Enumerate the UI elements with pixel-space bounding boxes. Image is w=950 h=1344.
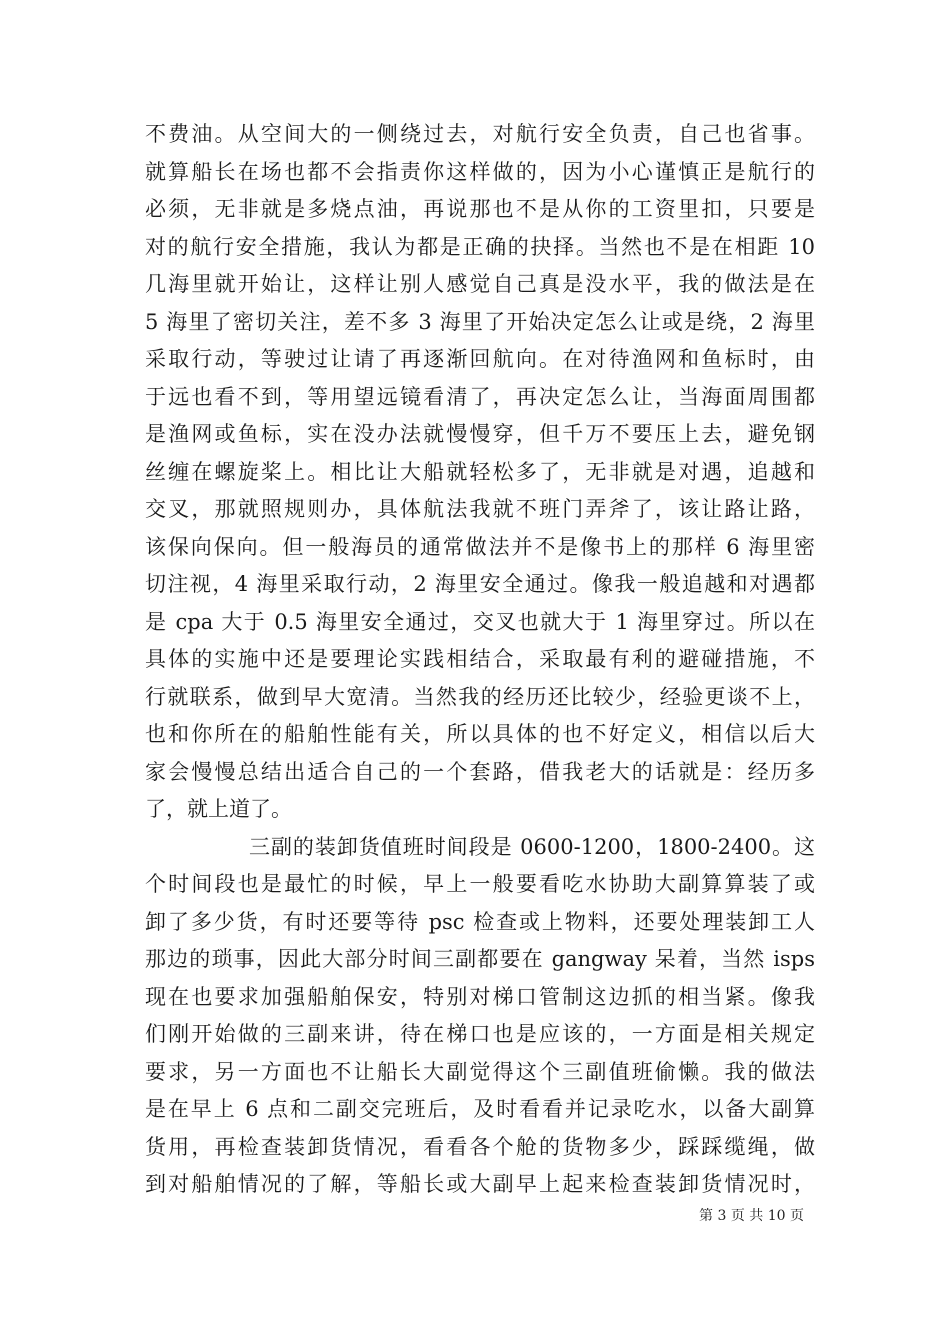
text-line: 必须，无非就是多烧点油，再说那也不是从你的工资里扣，只要是 <box>145 197 815 221</box>
text-line: 了，就上道了。 <box>145 797 292 821</box>
text-line: 具体的实施中还是要理论实践相结合，采取最有利的避碰措施，不 <box>145 647 815 671</box>
text-line: 那边的琐事，因此大部分时间三副都要在 gangway 呆着，当然 isps <box>145 947 815 971</box>
text-line: 也和你所在的船舶性能有关，所以具体的也不好定义，相信以后大 <box>145 722 815 746</box>
text-line: 5 海里了密切关注，差不多 3 海里了开始决定怎么让或是绕，2 海里 <box>145 309 815 334</box>
text-line: 们刚开始做的三副来讲，待在梯口也是应该的，一方面是相关规定 <box>145 1022 815 1046</box>
text-line: 采取行动，等驶过让请了再逐渐回航向。在对待渔网和鱼标时，由 <box>145 347 815 371</box>
text-line: 丝缠在螺旋桨上。相比让大船就轻松多了，无非就是对遇，追越和 <box>145 459 815 484</box>
text-line: 货用，再检查装卸货情况，看看各个舱的货物多少，踩踩缆绳，做 <box>145 1134 815 1159</box>
text-line: 是渔网或鱼标，实在没办法就慢慢穿，但千万不要压上去，避免钢 <box>145 422 815 446</box>
text-line: 切注视，4 海里采取行动，2 海里安全通过。像我一般追越和对遇都 <box>145 572 815 596</box>
text-line: 是在早上 6 点和二副交完班后，及时看看并记录吃水，以备大副算 <box>145 1097 815 1121</box>
text-line: 个时间段也是最忙的时候，早上一般要看吃水协助大副算算装了或 <box>145 872 815 896</box>
text-line: 于远也看不到，等用望远镜看清了，再决定怎么让，当海面周围都 <box>145 384 815 409</box>
text-line: 是 cpa 大于 0.5 海里安全通过，交叉也就大于 1 海里穿过。所以在 <box>145 609 815 634</box>
paragraph <box>145 116 815 829</box>
page-number-footer: 第 3 页 共 10 页 <box>699 1208 804 1224</box>
text-line: 交叉，那就照规则办，具体航法我就不班门弄斧了，该让路让路， <box>145 497 815 521</box>
text-line: 行就联系，做到早大宽清。当然我的经历还比较少，经验更谈不上， <box>145 684 815 709</box>
body-text <box>145 116 815 1204</box>
text-line: 就算船长在场也都不会指责你这样做的，因为小心谨慎正是航行的 <box>145 159 815 184</box>
text-line: 对的航行安全措施，我认为都是正确的抉择。当然也不是在相距 10 <box>145 234 815 259</box>
text-line: 卸了多少货，有时还要等待 psc 检查或上物料，还要处理装卸工人 <box>145 909 815 934</box>
text-line: 到对船舶情况的了解，等船长或大副早上起来检查装卸货情况时， <box>145 1172 815 1196</box>
text-line: 不费油。从空间大的一侧绕过去，对航行安全负责，自己也省事。 <box>145 122 815 146</box>
text-line: 该保向保向。但一般海员的通常做法并不是像书上的那样 6 海里密 <box>145 534 815 559</box>
text-line: 几海里就开始让，这样让别人感觉自己真是没水平，我的做法是在 <box>145 272 815 296</box>
text-line: 家会慢慢总结出适合自己的一个套路，借我老大的话就是：经历多 <box>145 759 815 784</box>
paragraph <box>145 829 815 1204</box>
text-line: 三副的装卸货值班时间段是 0600-1200，1800-2400。这 <box>249 834 815 859</box>
text-line: 现在也要求加强船舶保安，特别对梯口管制这边抓的相当紧。像我 <box>145 984 815 1009</box>
text-line: 要求，另一方面也不让船长大副觉得这个三副值班偷懒。我的做法 <box>145 1059 815 1084</box>
